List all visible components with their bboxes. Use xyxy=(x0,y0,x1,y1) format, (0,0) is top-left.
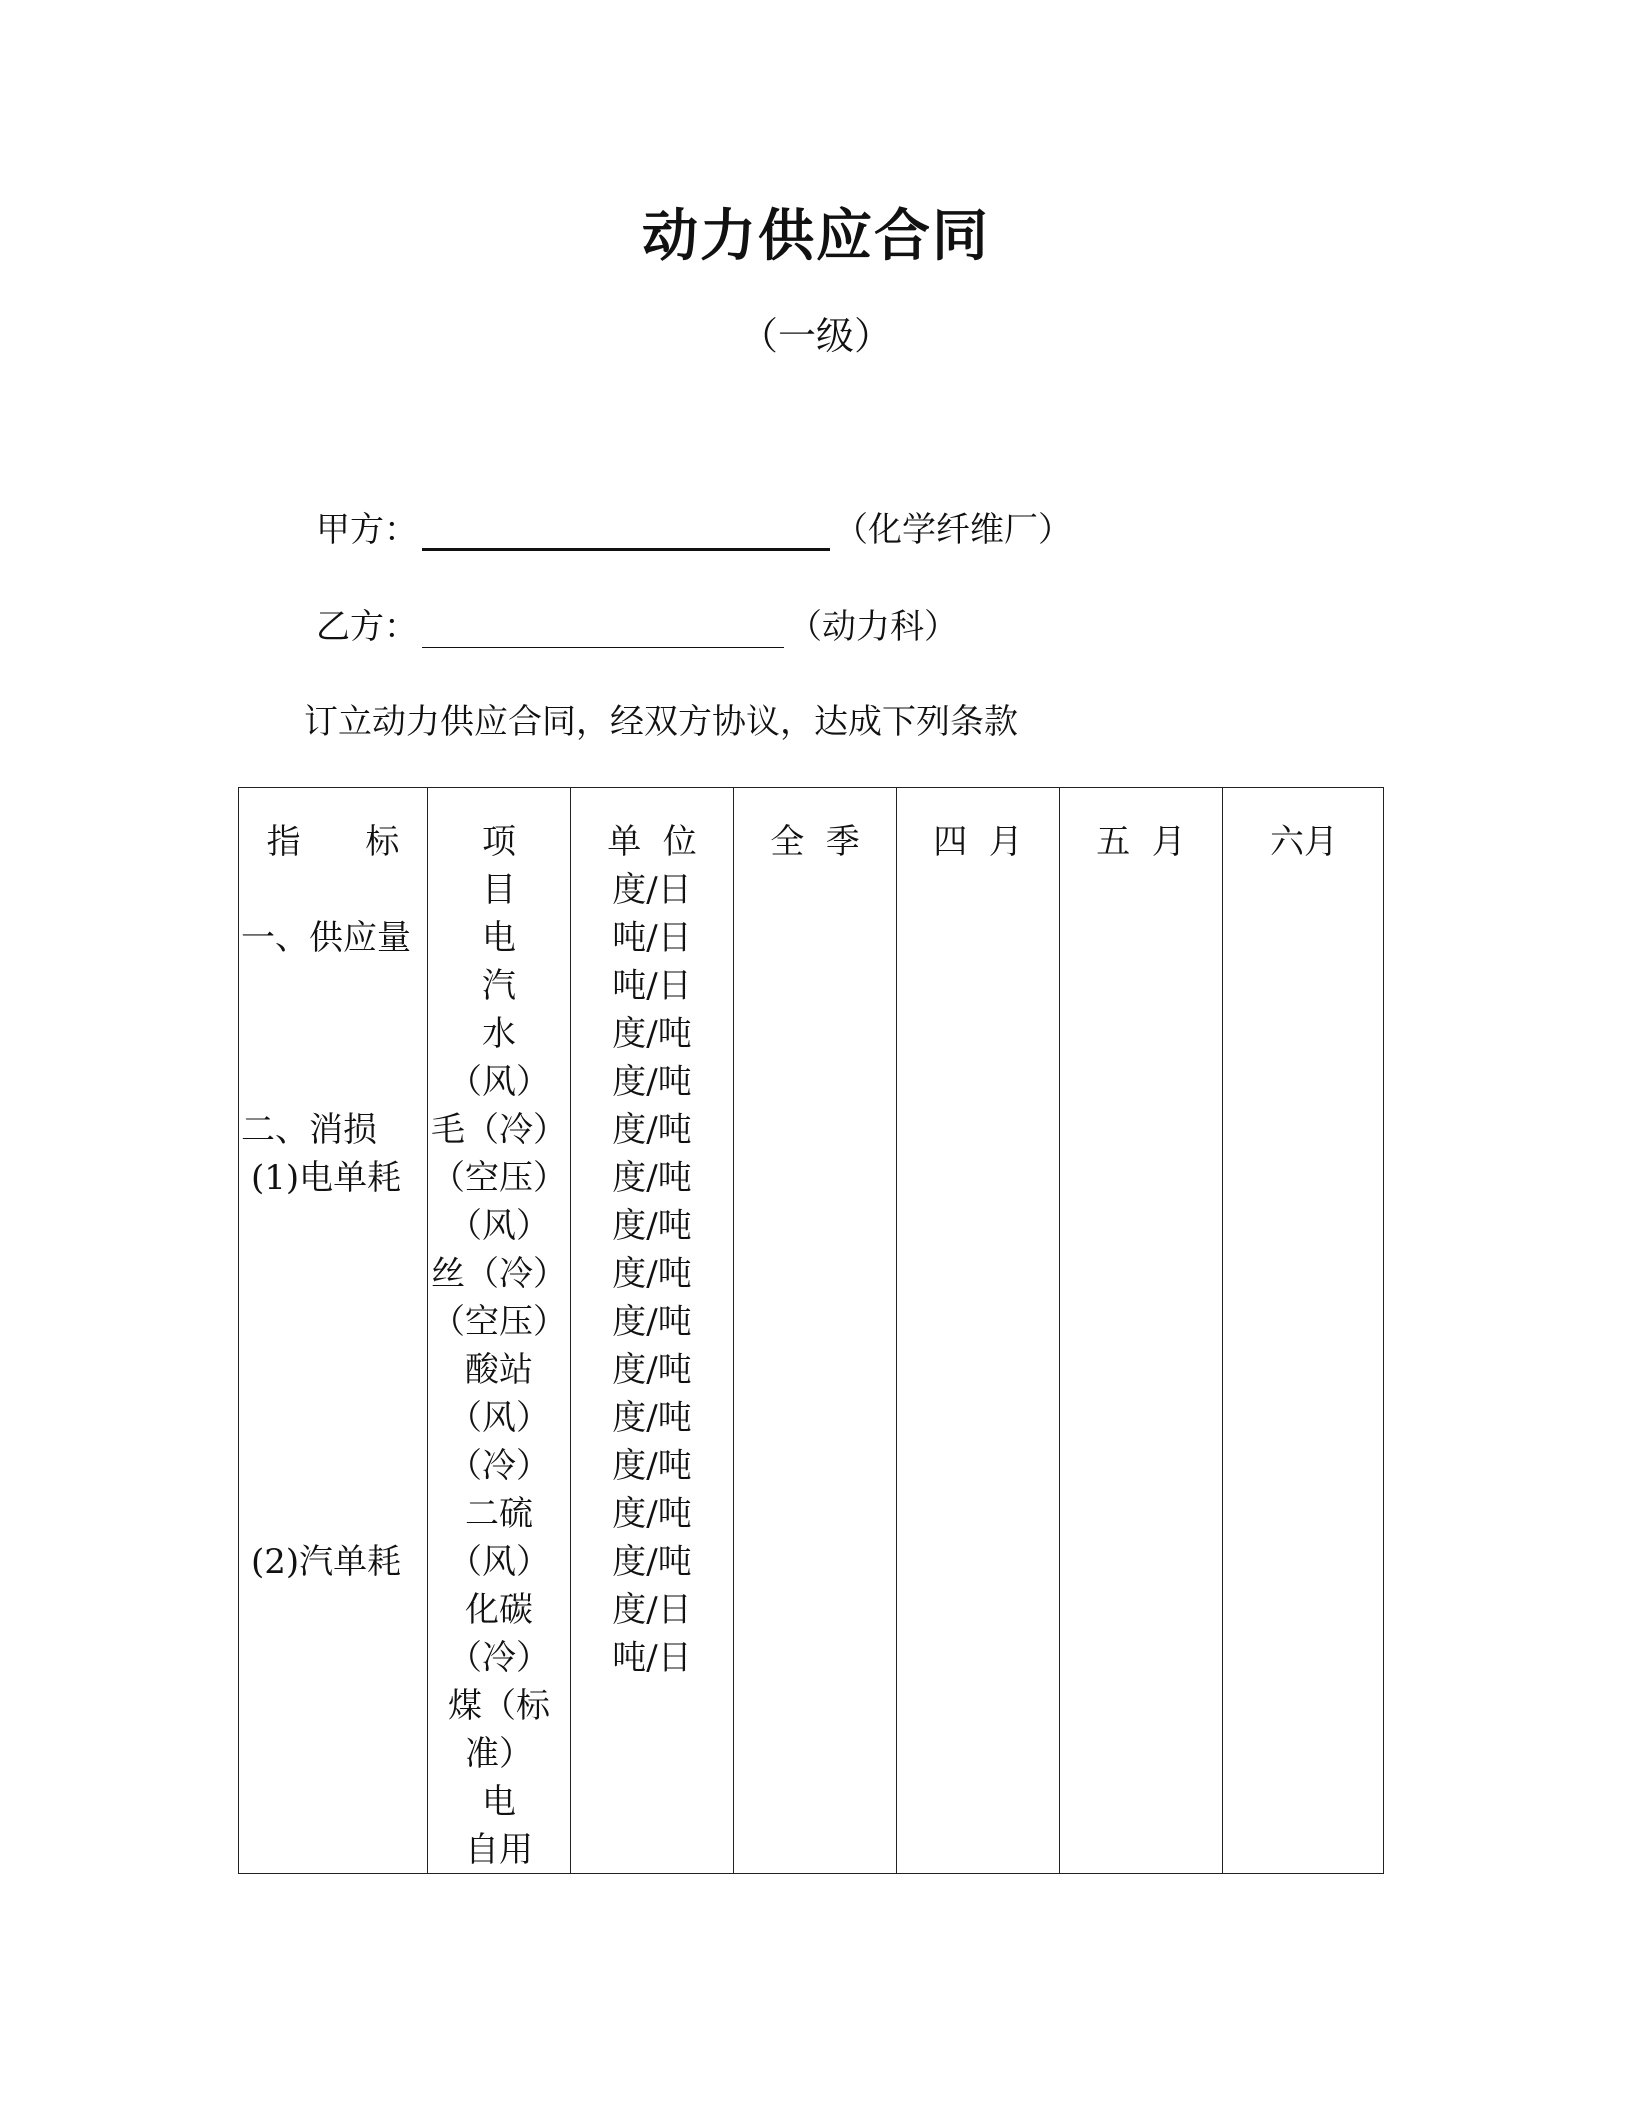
item-cell: 汽 xyxy=(482,966,516,1006)
item-cell: 丝（冷） xyxy=(431,1254,567,1294)
unit-column xyxy=(570,788,733,1873)
unit-cell: 度/吨 xyxy=(612,1254,692,1294)
indicator-column xyxy=(239,788,427,1873)
item-cell: （风） xyxy=(448,1062,550,1102)
item-cell: （风） xyxy=(448,1398,550,1438)
supply-table xyxy=(238,787,1384,1874)
item-cell: 毛（冷） xyxy=(431,1110,567,1150)
party-a-line xyxy=(316,502,1072,551)
item-cell: 水 xyxy=(482,1014,516,1054)
item-cell: 电 xyxy=(482,1782,516,1822)
unit-cell: 度/吨 xyxy=(612,1398,692,1438)
item-cell: （风） xyxy=(448,1542,550,1582)
item-cell: 准） xyxy=(465,1734,533,1774)
unit-cell: 度/吨 xyxy=(612,1014,692,1054)
item-cell: 煤（标 xyxy=(448,1686,550,1726)
item-cell: 化碳 xyxy=(465,1590,533,1630)
item-cell: 二硫 xyxy=(465,1494,533,1534)
unit-cell: 吨/日 xyxy=(612,918,692,958)
item-cell: 目 xyxy=(482,870,516,910)
header-may: 五 月 xyxy=(1096,822,1186,862)
document-title: 动力供应合同 xyxy=(642,204,990,269)
header-unit: 单 位 xyxy=(607,822,697,862)
item-cell: （冷） xyxy=(448,1638,550,1678)
unit-cell: 吨/日 xyxy=(612,1638,692,1678)
item-list xyxy=(428,866,570,1874)
header-april: 四 月 xyxy=(933,822,1023,862)
party-a-blank[interactable] xyxy=(422,518,830,551)
indicator-steam: (2)汽单耗 xyxy=(251,1542,402,1582)
unit-cell: 度/吨 xyxy=(612,1110,692,1150)
unit-cell: 度/吨 xyxy=(612,1302,692,1342)
unit-cell: 度/吨 xyxy=(612,1494,692,1534)
header-item: 项 xyxy=(482,822,516,862)
party-b-suffix: （动力科） xyxy=(788,607,958,647)
unit-list xyxy=(571,866,733,1682)
item-cell: （冷） xyxy=(448,1446,550,1486)
party-b-blank[interactable] xyxy=(422,617,784,648)
header-quarter: 全 季 xyxy=(770,822,860,862)
unit-cell: 度/吨 xyxy=(612,1062,692,1102)
header-june: 六月 xyxy=(1270,822,1338,862)
april-column[interactable] xyxy=(896,788,1059,1873)
unit-cell: 度/吨 xyxy=(612,1206,692,1246)
item-column xyxy=(427,788,570,1873)
item-cell: 酸站 xyxy=(465,1350,533,1390)
unit-cell: 度/日 xyxy=(612,870,692,910)
item-cell: （空压） xyxy=(431,1158,567,1198)
unit-cell: 度/吨 xyxy=(612,1446,692,1486)
item-cell: 自用 xyxy=(465,1830,533,1870)
indicator-elec: (1)电单耗 xyxy=(251,1158,402,1198)
unit-cell: 吨/日 xyxy=(612,966,692,1006)
quarter-column[interactable] xyxy=(733,788,896,1873)
indicator-supply: 一、供应量 xyxy=(241,918,411,958)
may-column[interactable] xyxy=(1059,788,1222,1873)
unit-cell: 度/吨 xyxy=(612,1158,692,1198)
item-cell: （风） xyxy=(448,1206,550,1246)
intro-text: 订立动力供应合同，经双方协议，达成下列条款 xyxy=(304,702,1018,742)
item-cell: 电 xyxy=(482,918,516,958)
party-a-label: 甲方： xyxy=(316,510,418,550)
item-cell: （空压） xyxy=(431,1302,567,1342)
unit-cell: 度/日 xyxy=(612,1590,692,1630)
document-subtitle: （一级） xyxy=(739,314,892,358)
party-a-suffix: （化学纤维厂） xyxy=(834,510,1072,550)
header-indicator: 指 标 xyxy=(266,822,400,862)
party-b-line xyxy=(316,599,958,648)
unit-cell: 度/吨 xyxy=(612,1542,692,1582)
party-b-label: 乙方： xyxy=(316,607,418,647)
june-column[interactable] xyxy=(1222,788,1385,1873)
unit-cell: 度/吨 xyxy=(612,1350,692,1390)
indicator-loss: 二、消损 xyxy=(241,1110,377,1150)
